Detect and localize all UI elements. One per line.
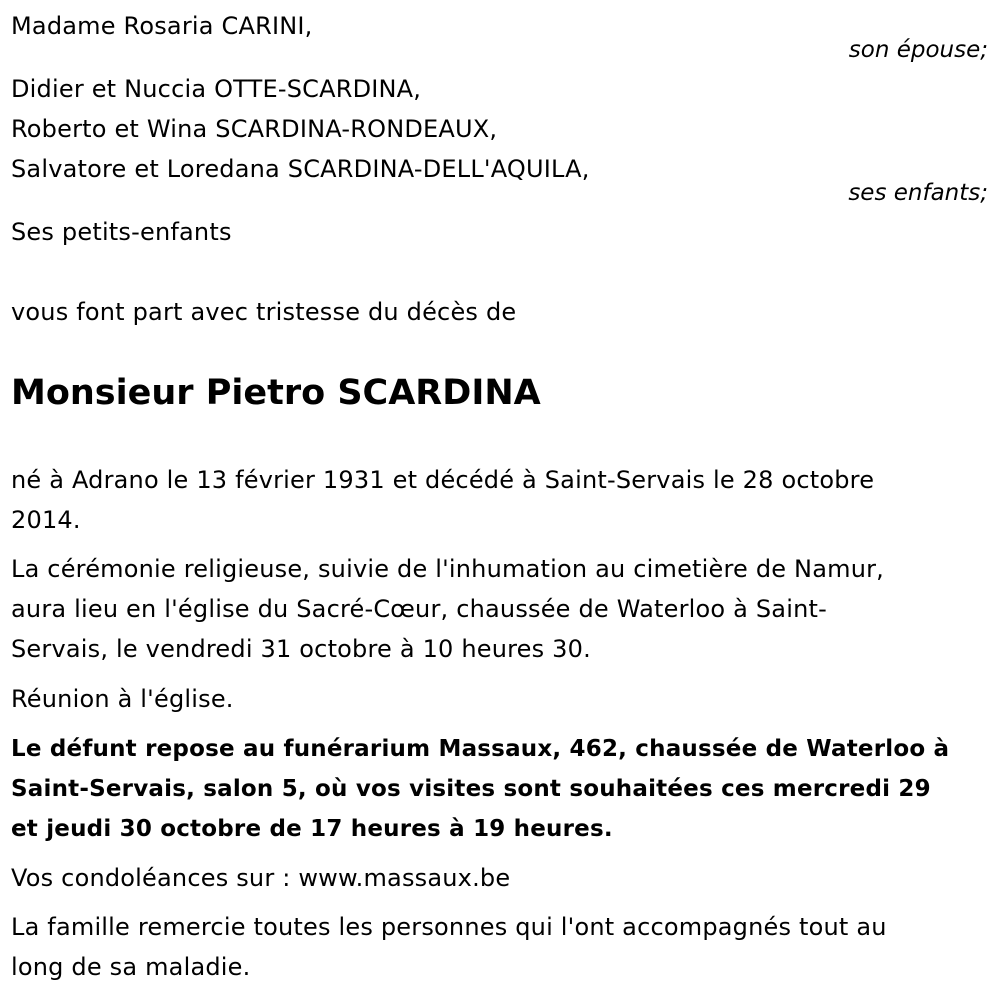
child-line-1: Didier et Nuccia OTTE-SCARDINA,	[11, 75, 422, 103]
children-relation: ses enfants;	[848, 180, 988, 206]
spouse-name: Madame Rosaria CARINI,	[11, 12, 313, 40]
grandchildren: Ses petits-enfants	[11, 218, 232, 246]
reunion-text: Réunion à l'église.	[11, 685, 234, 713]
deceased-name: Monsieur Pietro SCARDINA	[11, 373, 541, 413]
ceremony-line-1: La cérémonie religieuse, suivie de l'inhumation au cimetière de Namur,	[11, 555, 884, 583]
visitation-line-3: et jeudi 30 octobre de 17 heures à 19 heures.	[11, 816, 613, 842]
ceremony-line-2: aura lieu en l'église du Sacré-Cœur, chaussée de Waterloo à Saint-	[11, 595, 827, 623]
birth-death-line-1: né à Adrano le 13 février 1931 et décédé à Saint-Servais le 28 octobre	[11, 466, 875, 494]
visitation-line-2: Saint-Servais, salon 5, où vos visites sont souhaitées ces mercredi 29	[11, 776, 931, 802]
child-line-3: Salvatore et Loredana SCARDINA-DELL'AQUILA,	[11, 155, 590, 183]
child-line-2: Roberto et Wina SCARDINA-RONDEAUX,	[11, 115, 498, 143]
spouse-relation: son épouse;	[848, 37, 988, 63]
ceremony-line-3: Servais, le vendredi 31 octobre à 10 heures 30.	[11, 635, 591, 663]
thanks-line-2: long de sa maladie.	[11, 953, 251, 981]
announcement-intro: vous font part avec tristesse du décès de	[11, 298, 517, 326]
visitation-line-1: Le défunt repose au funérarium Massaux, 462, chaussée de Waterloo à	[11, 736, 950, 762]
birth-death-line-2: 2014.	[11, 506, 81, 534]
condolences-text: Vos condoléances sur : www.massaux.be	[11, 864, 511, 892]
thanks-line-1: La famille remercie toutes les personnes qui l'ont accompagnés tout au	[11, 913, 887, 941]
